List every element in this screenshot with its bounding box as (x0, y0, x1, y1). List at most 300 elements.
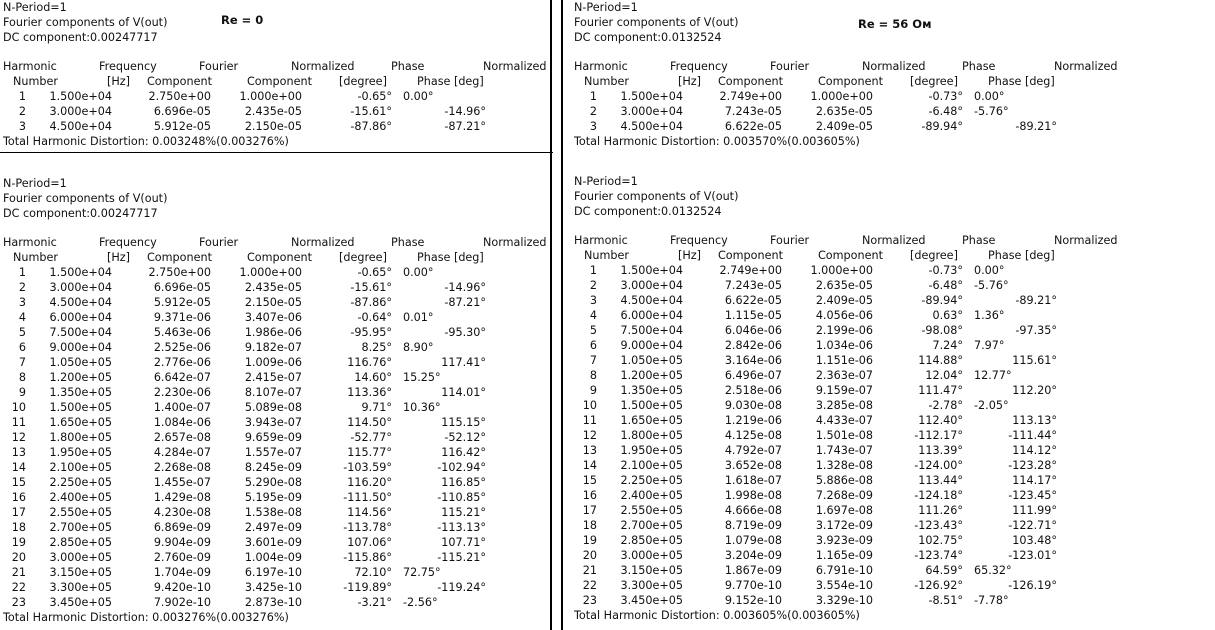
normalized-component: 2.415e-07 (244, 371, 302, 384)
column-header-top: Normalized (862, 234, 926, 247)
column-header-bottom: Phase [deg] (988, 249, 1055, 262)
frequency-value: 2.700e+05 (620, 519, 683, 532)
phase-degree: 8.25° (361, 341, 392, 354)
harmonic-number: 21 (11, 566, 26, 579)
column-header-bottom: Component (818, 75, 883, 88)
table-row (574, 383, 1134, 398)
normalized-phase: 1.36° (974, 309, 1005, 322)
table-row (574, 593, 1134, 608)
table-row (574, 503, 1134, 518)
phase-degree: 9.71° (361, 401, 392, 414)
frequency-value: 4.500e+04 (49, 296, 112, 309)
table-row (574, 563, 1134, 578)
fourier-title: Fourier components of V(out) (574, 190, 739, 203)
table-row (3, 505, 563, 520)
fourier-component: 6.696e-05 (153, 281, 211, 294)
frequency-value: 1.500e+05 (620, 399, 683, 412)
column-header-bottom: [degree] (910, 75, 958, 88)
column-header-bottom: Component (818, 249, 883, 262)
frequency-value: 1.950e+05 (620, 444, 683, 457)
fourier-component: 2.657e-08 (153, 431, 211, 444)
table-row (3, 385, 563, 400)
table-row (3, 355, 563, 370)
harmonic-number: 20 (11, 551, 26, 564)
normalized-component: 1.151e-06 (815, 354, 873, 367)
table-row (3, 415, 563, 430)
phase-degree: -0.65° (357, 266, 392, 279)
phase-degree: -123.74° (914, 549, 963, 562)
harmonic-number: 6 (589, 339, 597, 352)
normalized-component: 4.433e-07 (815, 414, 873, 427)
column-header-bottom: Component (718, 75, 783, 88)
column-header-top: Phase (962, 60, 996, 73)
normalized-phase: -2.05° (974, 399, 1009, 412)
column-header-top: Normalized (1054, 234, 1118, 247)
harmonic-number: 15 (11, 476, 26, 489)
normalized-phase: 116.42° (441, 446, 486, 459)
table-row (3, 325, 563, 340)
normalized-component: 3.285e-08 (815, 399, 873, 412)
phase-degree: -112.17° (914, 429, 963, 442)
normalized-phase: -89.21° (1015, 120, 1057, 133)
column-header-top: Phase (391, 236, 425, 249)
harmonic-number: 20 (582, 549, 597, 562)
table-row (3, 490, 563, 505)
normalized-component: 4.056e-06 (815, 309, 873, 322)
frequency-value: 1.500e+04 (49, 90, 112, 103)
column-header-bottom: Component (718, 249, 783, 262)
harmonic-number: 11 (11, 416, 26, 429)
frequency-value: 1.650e+05 (620, 414, 683, 427)
fourier-component: 7.902e-10 (153, 596, 211, 609)
fourier-component: 3.204e-09 (724, 549, 782, 562)
fourier-title: Fourier components of V(out) (574, 16, 739, 29)
phase-degree: 102.75° (918, 534, 963, 547)
frequency-value: 2.850e+05 (49, 536, 112, 549)
normalized-phase: -110.85° (437, 491, 486, 504)
column-header-bottom: Component (247, 251, 312, 264)
fourier-component: 8.719e-09 (724, 519, 782, 532)
table-row (574, 368, 1134, 383)
fourier-component: 1.429e-08 (153, 491, 211, 504)
phase-degree: -2.78° (928, 399, 963, 412)
fourier-component: 1.084e-06 (153, 416, 211, 429)
table-row (574, 308, 1134, 323)
phase-degree: -0.73° (928, 90, 963, 103)
harmonic-number: 3 (18, 120, 26, 133)
table-row (574, 119, 1134, 134)
fourier-panel-br (574, 174, 1134, 622)
harmonic-number: 19 (11, 536, 26, 549)
phase-degree: 107.06° (347, 536, 392, 549)
column-header-top: Fourier (770, 234, 810, 247)
phase-degree: -124.00° (914, 459, 963, 472)
dc-component: DC component:0.0132524 (574, 205, 722, 218)
frequency-value: 1.350e+05 (49, 386, 112, 399)
normalized-component: 1.986e-06 (244, 326, 302, 339)
phase-degree: -124.18° (914, 489, 963, 502)
fourier-component: 6.046e-06 (724, 324, 782, 337)
column-header-top: Harmonic (574, 60, 628, 73)
normalized-component: 1.557e-07 (244, 446, 302, 459)
phase-degree: 111.47° (918, 384, 963, 397)
fourier-component: 1.219e-06 (724, 414, 782, 427)
table-row (3, 400, 563, 415)
normalized-component: 1.034e-06 (815, 339, 873, 352)
fourier-component: 1.867e-09 (724, 564, 782, 577)
normalized-component: 1.000e+00 (239, 266, 302, 279)
table-row (3, 340, 563, 355)
normalized-phase: -5.76° (974, 105, 1009, 118)
column-header-top: Harmonic (3, 60, 57, 73)
table-row (3, 370, 563, 385)
phase-degree: 0.63° (932, 309, 963, 322)
frequency-value: 1.050e+05 (49, 356, 112, 369)
normalized-phase: 112.20° (1012, 384, 1057, 397)
fourier-component: 4.284e-07 (153, 446, 211, 459)
column-header-top: Normalized (1054, 60, 1118, 73)
harmonic-number: 3 (589, 294, 597, 307)
harmonic-number: 2 (18, 281, 26, 294)
harmonic-number: 16 (11, 491, 26, 504)
column-header-top: Fourier (199, 60, 239, 73)
normalized-phase: -14.96° (444, 281, 486, 294)
phase-degree: 113.44° (918, 474, 963, 487)
fourier-component: 2.750e+00 (148, 266, 211, 279)
harmonic-number: 23 (582, 594, 597, 607)
normalized-component: 3.425e-10 (244, 581, 302, 594)
dc-component: DC component:0.0132524 (574, 31, 722, 44)
normalized-phase: 8.90° (403, 341, 434, 354)
table-row (3, 445, 563, 460)
harmonic-number: 4 (589, 309, 597, 322)
normalized-component: 2.363e-07 (815, 369, 873, 382)
table-row (3, 475, 563, 490)
frequency-value: 9.000e+04 (620, 339, 683, 352)
frequency-value: 3.450e+05 (49, 596, 112, 609)
fourier-component: 2.760e-09 (153, 551, 211, 564)
column-header-top: Normalized (483, 236, 547, 249)
n-period-line: N-Period=1 (3, 177, 67, 190)
table-row (574, 104, 1134, 119)
frequency-value: 2.550e+05 (49, 506, 112, 519)
phase-degree: -123.43° (914, 519, 963, 532)
harmonic-number: 3 (18, 296, 26, 309)
harmonic-number: 18 (582, 519, 597, 532)
normalized-phase: 0.00° (974, 90, 1005, 103)
table-row (3, 89, 563, 104)
normalized-component: 2.497e-09 (244, 521, 302, 534)
column-header-bottom: Phase [deg] (417, 251, 484, 264)
harmonic-number: 7 (18, 356, 26, 369)
table-row (574, 488, 1134, 503)
frequency-value: 7.500e+04 (49, 326, 112, 339)
harmonic-number: 9 (589, 384, 597, 397)
column-header-top: Normalized (862, 60, 926, 73)
table-row (3, 310, 563, 325)
normalized-component: 9.659e-09 (244, 431, 302, 444)
frequency-value: 3.150e+05 (49, 566, 112, 579)
normalized-component: 1.697e-08 (815, 504, 873, 517)
column-header-top: Frequency (99, 236, 157, 249)
fourier-component: 1.079e-08 (724, 534, 782, 547)
fourier-component: 9.152e-10 (724, 594, 782, 607)
normalized-phase: -14.96° (444, 105, 486, 118)
table-row (3, 460, 563, 475)
normalized-phase: 0.00° (974, 264, 1005, 277)
normalized-phase: 103.48° (1012, 534, 1057, 547)
phase-degree: 112.40° (918, 414, 963, 427)
normalized-phase: 10.36° (403, 401, 441, 414)
normalized-phase: -123.45° (1008, 489, 1057, 502)
column-header-bottom: Number (584, 75, 629, 88)
normalized-phase: -119.24° (437, 581, 486, 594)
re-label: Re = 56 Ом (858, 17, 932, 31)
frequency-value: 3.000e+05 (620, 549, 683, 562)
normalized-phase: 113.13° (1012, 414, 1057, 427)
column-header-top: Fourier (770, 60, 810, 73)
column-header-top: Frequency (670, 60, 728, 73)
fourier-component: 1.115e-05 (724, 309, 782, 322)
harmonic-number: 10 (11, 401, 26, 414)
table-row (574, 548, 1134, 563)
normalized-component: 1.004e-09 (244, 551, 302, 564)
harmonic-number: 5 (18, 326, 26, 339)
normalized-phase: -2.56° (403, 596, 438, 609)
harmonic-number: 17 (582, 504, 597, 517)
frequency-value: 2.100e+05 (49, 461, 112, 474)
frequency-value: 2.250e+05 (49, 476, 112, 489)
fourier-component: 2.749e+00 (719, 90, 782, 103)
normalized-phase: 15.25° (403, 371, 441, 384)
normalized-component: 3.943e-07 (244, 416, 302, 429)
frequency-value: 3.300e+05 (49, 581, 112, 594)
frequency-value: 4.500e+04 (620, 294, 683, 307)
table-row (574, 323, 1134, 338)
normalized-phase: 115.15° (441, 416, 486, 429)
harmonic-number: 15 (582, 474, 597, 487)
harmonic-number: 18 (11, 521, 26, 534)
column-header-bottom: [degree] (339, 75, 387, 88)
table-row (3, 580, 563, 595)
phase-degree: 14.60° (354, 371, 392, 384)
column-header-top: Frequency (99, 60, 157, 73)
normalized-phase: -87.21° (444, 296, 486, 309)
normalized-component: 1.538e-08 (244, 506, 302, 519)
normalized-phase: 115.21° (441, 506, 486, 519)
column-header-bottom: Phase [deg] (417, 75, 484, 88)
normalized-phase: 0.01° (403, 311, 434, 324)
frequency-value: 4.500e+04 (49, 120, 112, 133)
dc-component: DC component:0.00247717 (3, 31, 158, 44)
harmonic-number: 1 (589, 264, 597, 277)
normalized-phase: -113.13° (437, 521, 486, 534)
fourier-component: 7.243e-05 (724, 279, 782, 292)
table-row (3, 104, 563, 119)
fourier-component: 4.792e-07 (724, 444, 782, 457)
column-header-bottom: [Hz] (678, 249, 702, 262)
normalized-phase: -95.30° (444, 326, 486, 339)
normalized-component: 2.150e-05 (244, 296, 302, 309)
phase-degree: -8.51° (928, 594, 963, 607)
table-row (3, 595, 563, 610)
harmonic-number: 7 (589, 354, 597, 367)
phase-degree: -87.86° (350, 296, 392, 309)
frequency-value: 3.450e+05 (620, 594, 683, 607)
normalized-component: 2.635e-05 (815, 105, 873, 118)
harmonic-number: 10 (582, 399, 597, 412)
frequency-value: 3.000e+04 (620, 279, 683, 292)
dc-component: DC component:0.00247717 (3, 207, 158, 220)
harmonic-number: 1 (18, 266, 26, 279)
column-header-bottom: Number (13, 75, 58, 88)
phase-degree: -98.08° (921, 324, 963, 337)
table-row (574, 443, 1134, 458)
normalized-phase: -111.44° (1008, 429, 1057, 442)
table-row (3, 565, 563, 580)
harmonic-number: 1 (589, 90, 597, 103)
fourier-component: 1.400e-07 (153, 401, 211, 414)
harmonic-number: 13 (582, 444, 597, 457)
column-header-top: Harmonic (574, 234, 628, 247)
normalized-phase: 115.61° (1012, 354, 1057, 367)
harmonic-number: 1 (18, 90, 26, 103)
frequency-value: 1.500e+04 (620, 264, 683, 277)
frequency-value: 1.350e+05 (620, 384, 683, 397)
normalized-phase: 0.00° (403, 266, 434, 279)
harmonic-number: 2 (589, 279, 597, 292)
column-header-top: Harmonic (3, 236, 57, 249)
frequency-value: 2.400e+05 (49, 491, 112, 504)
n-period-line: N-Period=1 (3, 1, 67, 14)
phase-degree: -52.77° (350, 431, 392, 444)
fourier-component: 4.125e-08 (724, 429, 782, 442)
frequency-value: 1.200e+05 (49, 371, 112, 384)
normalized-component: 5.290e-08 (244, 476, 302, 489)
normalized-phase: 114.17° (1012, 474, 1057, 487)
frequency-value: 1.500e+04 (49, 266, 112, 279)
column-header-top: Frequency (670, 234, 728, 247)
normalized-component: 8.107e-07 (244, 386, 302, 399)
normalized-component: 2.409e-05 (815, 294, 873, 307)
frequency-value: 6.000e+04 (49, 311, 112, 324)
total-harmonic-distortion: Total Harmonic Distortion: 0.003605%(0.003605%) (574, 609, 860, 622)
table-row (574, 263, 1134, 278)
column-header-bottom: Component (147, 75, 212, 88)
column-header-bottom: [Hz] (107, 75, 131, 88)
harmonic-number: 14 (11, 461, 26, 474)
phase-degree: -113.78° (343, 521, 392, 534)
harmonic-number: 21 (582, 564, 597, 577)
normalized-phase: -126.19° (1008, 579, 1057, 592)
phase-degree: 116.20° (347, 476, 392, 489)
frequency-value: 1.050e+05 (620, 354, 683, 367)
column-header-bottom: [degree] (910, 249, 958, 262)
phase-degree: 111.26° (918, 504, 963, 517)
normalized-phase: -87.21° (444, 120, 486, 133)
normalized-component: 6.197e-10 (244, 566, 302, 579)
phase-degree: -103.59° (343, 461, 392, 474)
frequency-value: 1.200e+05 (620, 369, 683, 382)
table-row (3, 430, 563, 445)
normalized-component: 3.329e-10 (815, 594, 873, 607)
fourier-component: 6.496e-07 (724, 369, 782, 382)
fourier-component: 7.243e-05 (724, 105, 782, 118)
phase-degree: -126.92° (914, 579, 963, 592)
harmonic-number: 23 (11, 596, 26, 609)
normalized-component: 1.743e-07 (815, 444, 873, 457)
table-row (574, 533, 1134, 548)
phase-degree: -0.64° (357, 311, 392, 324)
table-row (574, 428, 1134, 443)
table-row (574, 413, 1134, 428)
column-header-bottom: [degree] (339, 251, 387, 264)
fourier-component: 3.164e-06 (724, 354, 782, 367)
phase-degree: -115.86° (343, 551, 392, 564)
fourier-component: 2.750e+00 (148, 90, 211, 103)
fourier-component: 5.912e-05 (153, 296, 211, 309)
phase-degree: 113.36° (347, 386, 392, 399)
fourier-component: 5.463e-06 (153, 326, 211, 339)
phase-degree: 114.88° (918, 354, 963, 367)
column-header-top: Normalized (483, 60, 547, 73)
table-row (574, 353, 1134, 368)
table-row (574, 458, 1134, 473)
total-harmonic-distortion: Total Harmonic Distortion: 0.003570%(0.003605%) (574, 135, 860, 148)
re-label: Re = 0 (221, 13, 264, 27)
harmonic-number: 9 (18, 386, 26, 399)
fourier-component: 1.998e-08 (724, 489, 782, 502)
harmonic-number: 4 (18, 311, 26, 324)
normalized-component: 2.435e-05 (244, 105, 302, 118)
normalized-phase: 12.77° (974, 369, 1012, 382)
phase-degree: -0.73° (928, 264, 963, 277)
normalized-phase: -97.35° (1015, 324, 1057, 337)
harmonic-number: 12 (582, 429, 597, 442)
frequency-value: 3.150e+05 (620, 564, 683, 577)
normalized-component: 5.089e-08 (244, 401, 302, 414)
column-header-top: Fourier (199, 236, 239, 249)
column-header-bottom: Component (147, 251, 212, 264)
column-header-bottom: Phase [deg] (988, 75, 1055, 88)
fourier-component: 9.371e-06 (153, 311, 211, 324)
table-row (3, 535, 563, 550)
table-row (574, 293, 1134, 308)
normalized-component: 9.182e-07 (244, 341, 302, 354)
column-header-bottom: [Hz] (678, 75, 702, 88)
phase-degree: 72.10° (354, 566, 392, 579)
frequency-value: 3.000e+04 (620, 105, 683, 118)
fourier-component: 1.618e-07 (724, 474, 782, 487)
fourier-title: Fourier components of V(out) (3, 16, 168, 29)
frequency-value: 1.800e+05 (620, 429, 683, 442)
table-row (3, 520, 563, 535)
phase-degree: -15.61° (350, 281, 392, 294)
table-row (3, 280, 563, 295)
table-row (574, 278, 1134, 293)
fourier-component: 2.842e-06 (724, 339, 782, 352)
fourier-component: 3.652e-08 (724, 459, 782, 472)
normalized-phase: -5.76° (974, 279, 1009, 292)
normalized-component: 8.245e-09 (244, 461, 302, 474)
table-row (3, 265, 563, 280)
total-harmonic-distortion: Total Harmonic Distortion: 0.003248%(0.003276%) (3, 135, 289, 148)
normalized-phase: -122.71° (1008, 519, 1057, 532)
normalized-component: 3.923e-09 (815, 534, 873, 547)
column-header-top: Normalized (291, 60, 355, 73)
normalized-component: 2.635e-05 (815, 279, 873, 292)
column-header-bottom: Number (13, 251, 58, 264)
